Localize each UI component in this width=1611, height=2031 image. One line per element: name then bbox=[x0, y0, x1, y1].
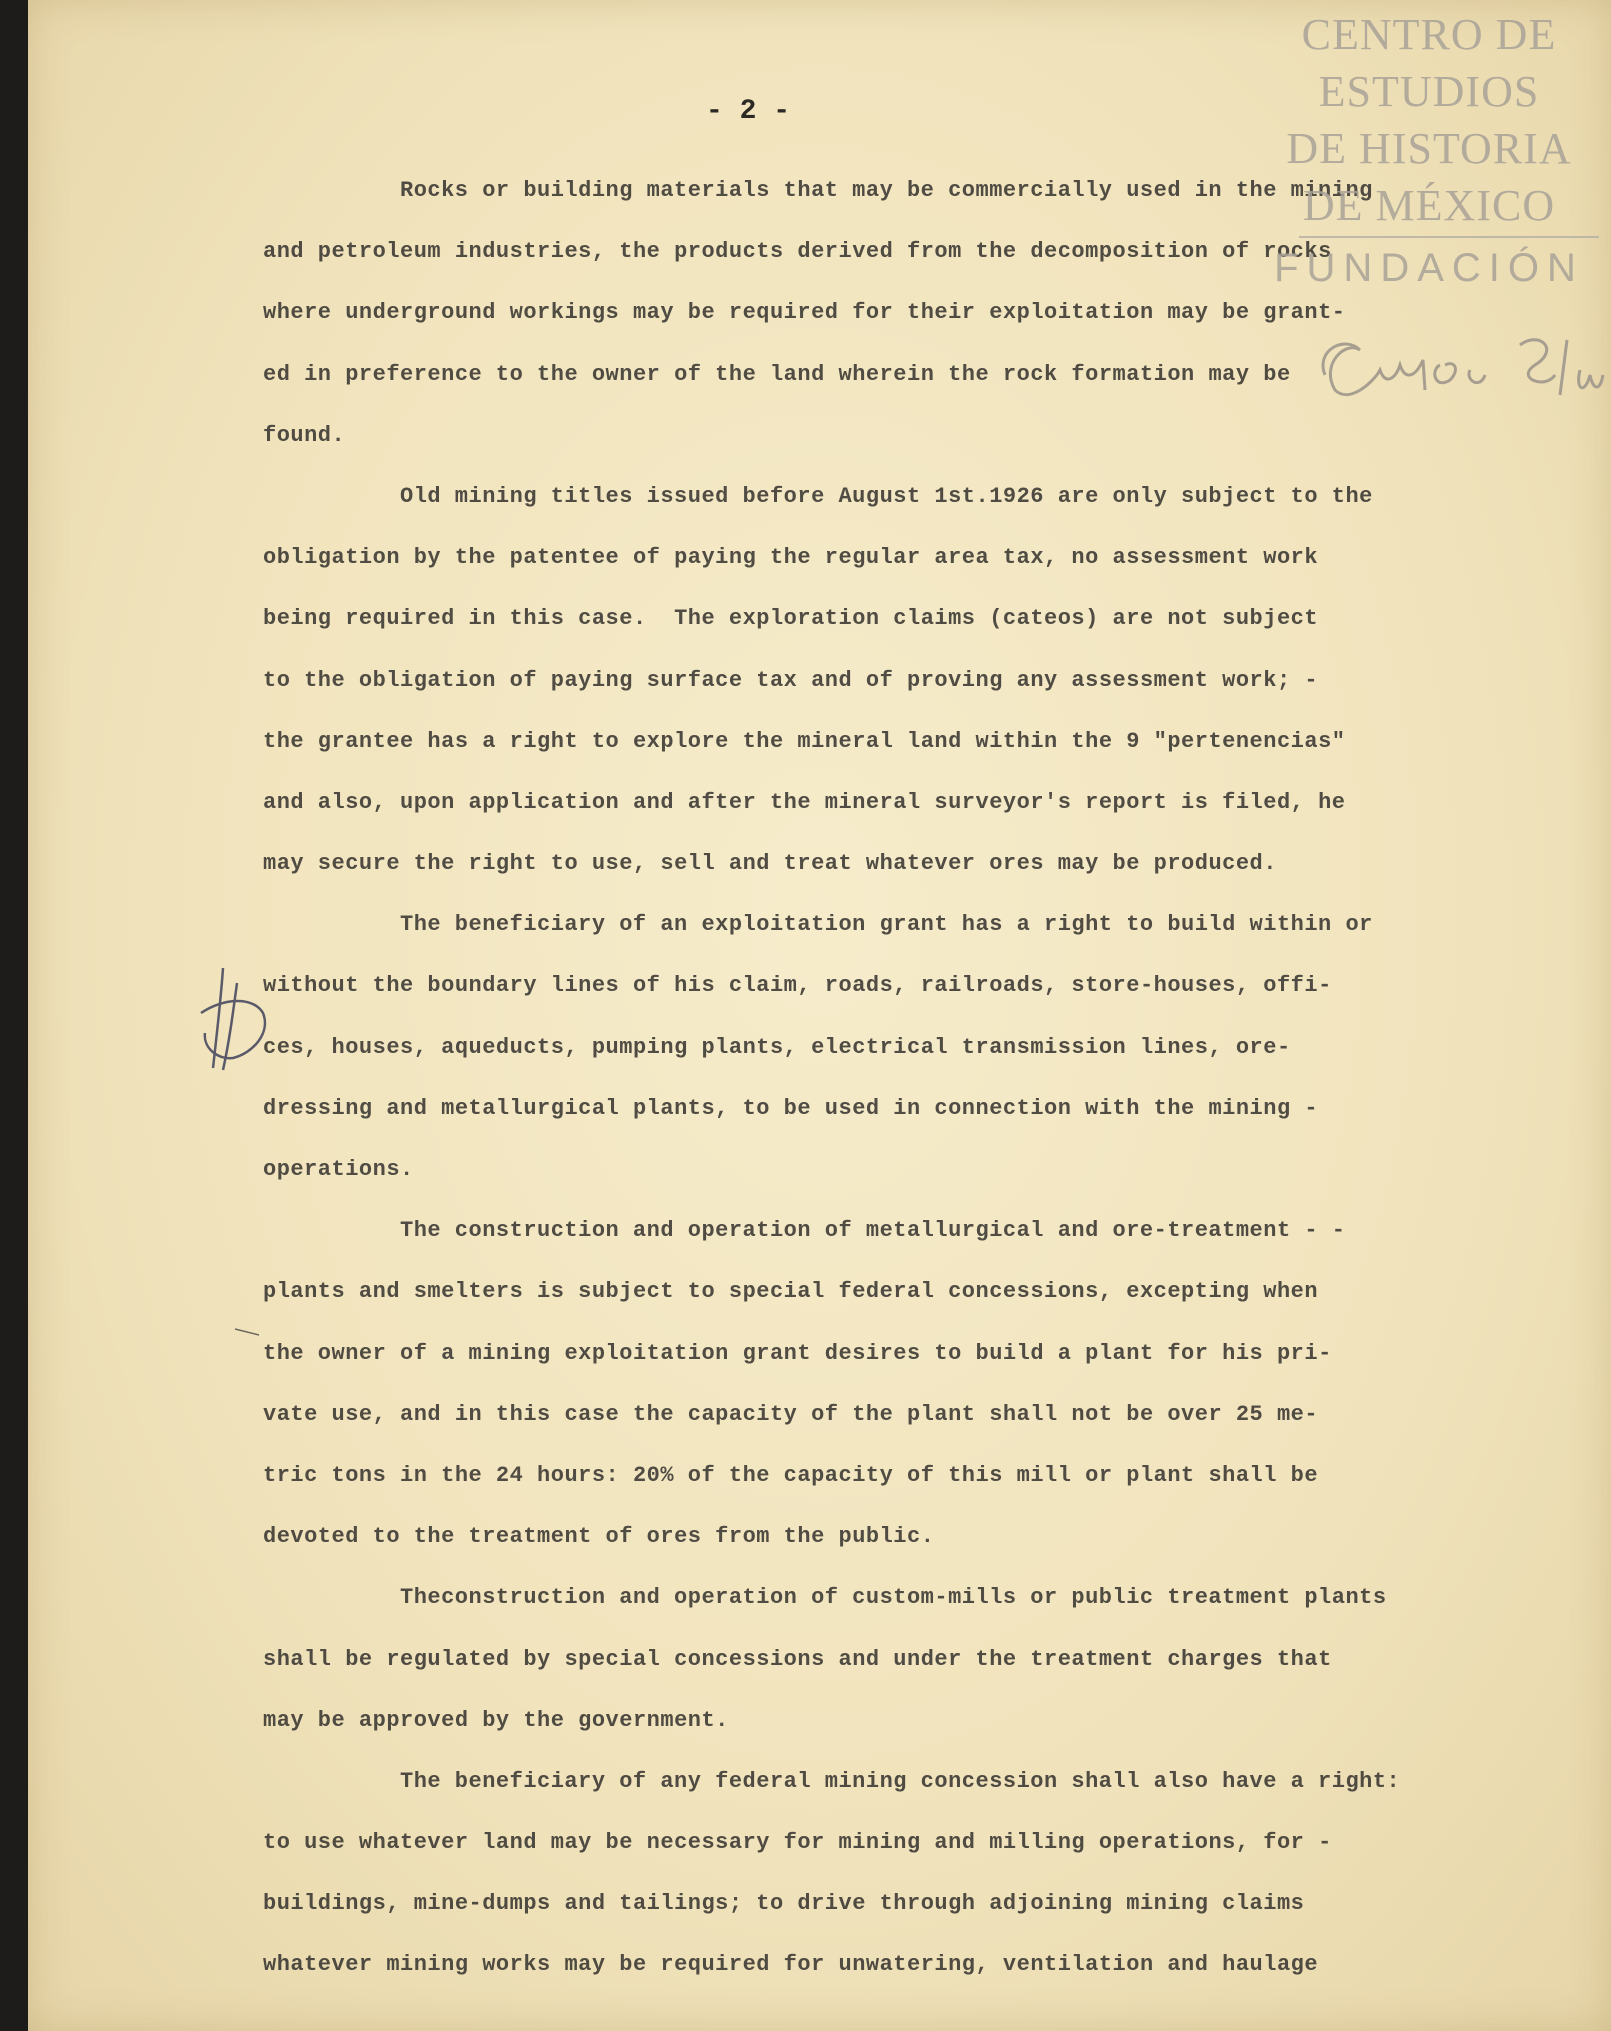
text-line: shall be regulated by special concessions and under the treatment charges that bbox=[263, 1646, 1332, 1672]
watermark-foundation: FUNDACIÓN bbox=[1274, 246, 1584, 290]
paragraph-2 bbox=[263, 466, 1503, 894]
document-body bbox=[263, 160, 1503, 1996]
text-line: The beneficiary of any federal mining concession shall also have a right: bbox=[400, 1768, 1401, 1794]
text-line: operations. bbox=[263, 1157, 414, 1182]
handwritten-margin-mark bbox=[193, 958, 273, 1078]
text-line: vate use, and in this case the capacity of the plant shall not be over 25 me- bbox=[263, 1401, 1319, 1427]
text-line: the grantee has a right to explore the mineral land within the 9 "pertenencias" bbox=[263, 728, 1346, 754]
paragraph-3 bbox=[263, 894, 1503, 1200]
text-line: plants and smelters is subject to special federal concessions, excepting when bbox=[263, 1279, 1319, 1305]
text-line: buildings, mine-dumps and tailings; to drive through adjoining mining claims bbox=[263, 1891, 1305, 1917]
text-line: found. bbox=[263, 422, 346, 448]
text-line: Rocks or building materials that may be commercially used in the mining bbox=[400, 178, 1373, 203]
text-line: ces, houses, aqueducts, pumping plants, electrical transmission lines, ore- bbox=[263, 1034, 1291, 1060]
text-line: to the obligation of paying surface tax and of proving any assessment work; - bbox=[263, 667, 1319, 693]
text-line: the owner of a mining exploitation grant desires to build a plant for his pri- bbox=[263, 1340, 1332, 1366]
text-line: tric tons in the 24 hours: 20% of the capacity of this mill or plant shall be bbox=[263, 1462, 1319, 1488]
paragraph-6 bbox=[263, 1751, 1503, 1996]
watermark-line: CENTRO DE bbox=[1301, 10, 1557, 59]
text-line: without the boundary lines of his claim, roads, railroads, store-houses, offi- bbox=[263, 973, 1332, 999]
document-page bbox=[28, 0, 1611, 2031]
watermark-line: DE MÉXICO bbox=[1302, 181, 1556, 230]
watermark-line: DE HISTORIA bbox=[1286, 124, 1572, 173]
text-line: whatever mining works may be required for unwatering, ventilation and haulage bbox=[263, 1952, 1319, 1978]
watermark-divider bbox=[1299, 236, 1599, 238]
text-line: dressing and metallurgical plants, to be used in connection with the mining - bbox=[263, 1095, 1319, 1121]
text-line: may be approved by the government. bbox=[263, 1707, 729, 1733]
pencil-tick-mark bbox=[233, 1325, 261, 1339]
text-line: obligation by the patentee of paying the regular area tax, no assessment work bbox=[263, 545, 1319, 571]
paragraph-5 bbox=[263, 1567, 1503, 1751]
text-line: to use whatever land may be necessary for mining and milling operations, for - bbox=[263, 1830, 1332, 1856]
text-line: Theconstruction and operation of custom-mills or public treatment plants bbox=[400, 1585, 1387, 1611]
paragraph-4 bbox=[263, 1200, 1503, 1567]
text-line: and also, upon application and after the mineral surveyor's report is filed, he bbox=[263, 789, 1346, 815]
text-line: The construction and operation of metallurgical and ore-treatment - - bbox=[400, 1218, 1346, 1244]
text-line: devoted to the treatment of ores from the public. bbox=[263, 1524, 935, 1550]
page-number: - 2 - bbox=[705, 96, 790, 127]
signature-watermark bbox=[1305, 320, 1605, 410]
text-line: may secure the right to use, sell and treat whatever ores may be produced. bbox=[263, 851, 1277, 877]
text-line: and petroleum industries, the products derived from the decomposition of rocks bbox=[263, 239, 1332, 265]
text-line: Old mining titles issued before August 1st.1926 are only subject to the bbox=[400, 483, 1373, 509]
archive-watermark bbox=[1259, 6, 1599, 294]
text-line: where underground workings may be required for their exploitation may be grant- bbox=[263, 300, 1346, 326]
text-line: being required in this case. The exploration claims (cateos) are not subject bbox=[263, 606, 1319, 632]
watermark-line: ESTUDIOS bbox=[1318, 67, 1540, 116]
text-line: ed in preference to the owner of the land wherein the rock formation may be bbox=[263, 361, 1291, 387]
text-line: The beneficiary of an exploitation grant has a right to build within or bbox=[400, 912, 1373, 938]
